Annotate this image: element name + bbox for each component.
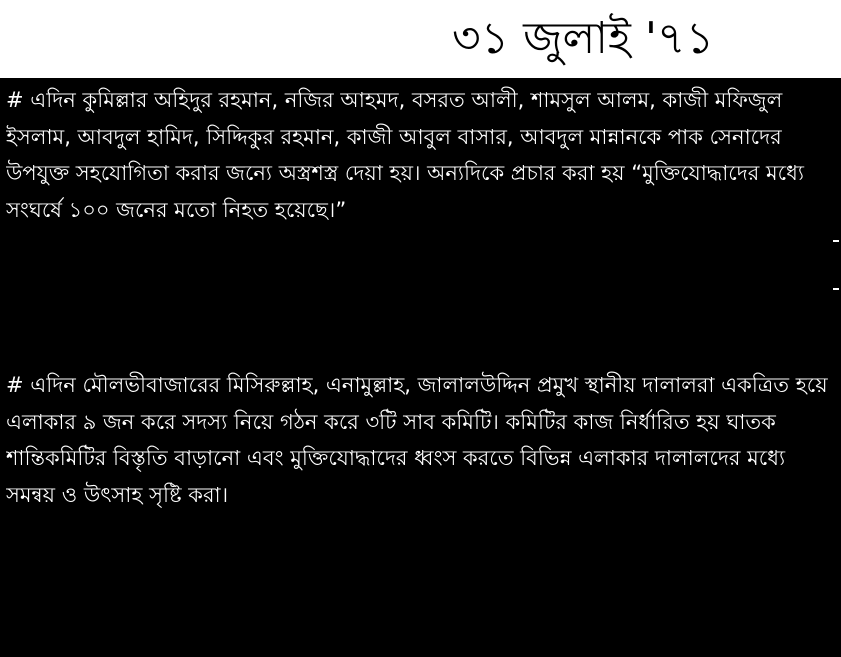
edge-mark [833, 288, 839, 290]
header-band [0, 0, 841, 78]
paragraph-2: # এদিন মৌলভীবাজারের মিসিরুল্লাহ, এনামুল্লাহ, জালালউদ্দিন প্রমুখ স্থানীয় দালালরা একত্রিত হয়ে এলাকার ৯ জন করে সদস্য নিয়ে গঠন করে ৩টি সাব কমিটি। কমিটির কাজ নির্ধারিত হয় ঘাতক শান্তিকমিটির বিস্তৃতি বাড়ানো এবং মুক্তিযোদ্ধাদের ধ্বংস করতে বিভিন্ন এলাকার দালালদের মধ্যে সমন্বয় ও উৎসাহ সৃষ্টি করা। [6, 373, 828, 507]
date-title: ৩১ জুলাই '৭১ [452, 13, 715, 64]
paragraph-1: # এদিন কুমিল্লার অহিদুর রহমান, নজির আহমদ, বসরত আলী, শামসুল আলম, কাজী মফিজুল ইসলাম, আবদুল হামিদ, সিদ্দিকুর রহমান, কাজী আবুল বাসার, আবদুল মান্নানকে পাক সেনাদের উপযুক্ত সহযোগিতা করার জন্যে অস্ত্রশস্ত্র দেয়া হয়। অন্যদিকে প্রচার করা হয় “মুক্তিযোদ্ধাদের মধ্যে সংঘর্ষে ১০০ জনের মতো নিহত হয়েছে।” [6, 88, 804, 222]
edge-mark [833, 240, 839, 242]
right-edge-strip [831, 78, 841, 657]
